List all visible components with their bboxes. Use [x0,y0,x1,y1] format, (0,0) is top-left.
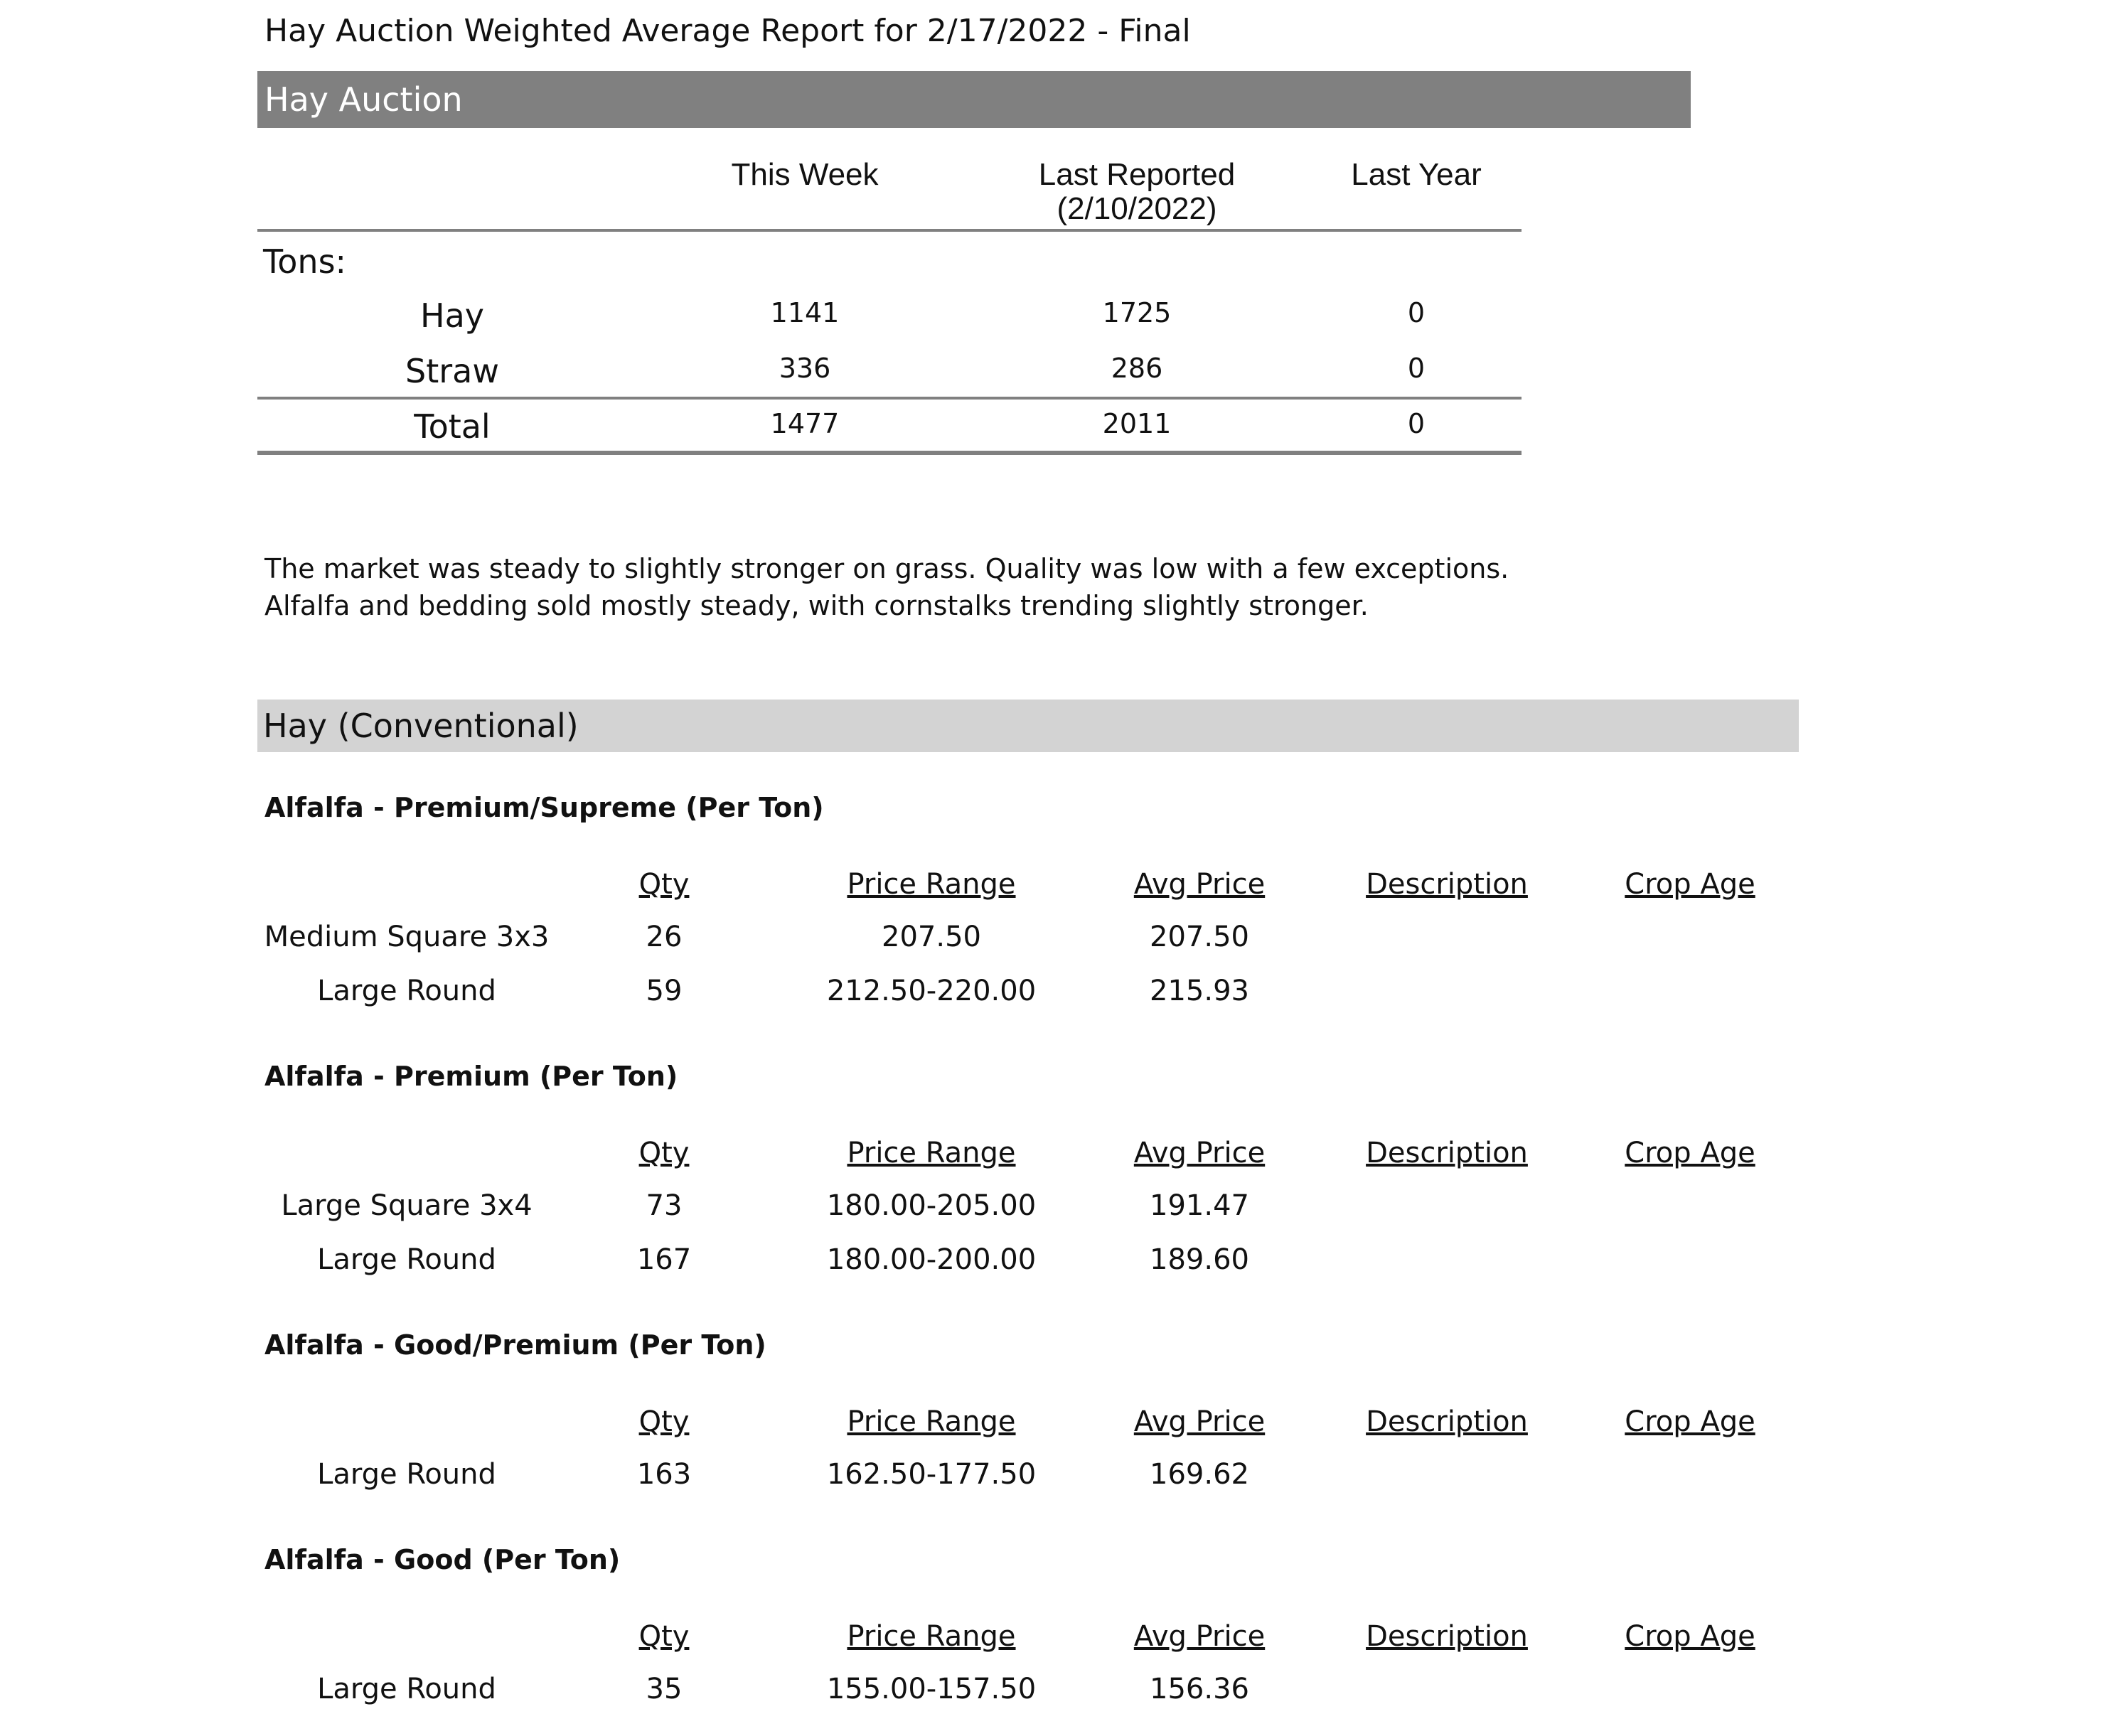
header-last-year: Last Year [1351,157,1482,192]
header-last-reported: Last Reported [1038,157,1236,192]
grade-title: Alfalfa - Premium (Per Ton) [264,1061,678,1092]
row-bale-type: Large Round [317,1243,496,1276]
row-bale-type: Medium Square 3x3 [264,921,550,953]
col-header-crop-age: Crop Age [1625,1620,1755,1653]
grade-title: Alfalfa - Premium/Supreme (Per Ton) [264,792,824,823]
row-bale-type: Large Round [317,1458,496,1491]
col-header-price-range: Price Range [847,1137,1016,1169]
straw-last-reported: 286 [1111,353,1163,384]
summary-bottom-rule [257,451,1522,455]
total-last-year: 0 [1407,408,1426,439]
hay-last-reported: 1725 [1102,297,1172,328]
col-header-qty: Qty [638,1137,690,1169]
row-avg-price: 169.62 [1150,1458,1249,1491]
col-header-description: Description [1366,1620,1528,1653]
row-price-range: 180.00-200.00 [826,1243,1037,1276]
col-header-avg-price: Avg Price [1133,1405,1266,1438]
col-header-price-range: Price Range [847,1405,1016,1438]
col-header-description: Description [1366,1405,1528,1438]
grade-title: Alfalfa - Good (Per Ton) [264,1544,621,1575]
total-last-reported: 2011 [1102,408,1172,439]
row-bale-type: Large Round [317,975,496,1007]
straw-last-year: 0 [1407,353,1426,384]
row-avg-price: 191.47 [1150,1189,1249,1222]
row-price-range: 212.50-220.00 [826,975,1037,1007]
row-qty: 163 [636,1458,692,1491]
hay-last-year: 0 [1407,297,1426,328]
row-price-range: 207.50 [882,921,981,953]
summary-section-title: Hay Auction [264,80,463,119]
conventional-section-title: Hay (Conventional) [263,707,579,745]
row-bale-type: Large Square 3x4 [281,1189,533,1222]
col-header-price-range: Price Range [847,868,1016,901]
row-price-range: 162.50-177.50 [826,1458,1037,1491]
row-avg-price: 156.36 [1150,1673,1249,1705]
hay-this-week: 1141 [770,297,840,328]
row-price-range: 180.00-205.00 [826,1189,1037,1222]
col-header-crop-age: Crop Age [1625,1137,1755,1169]
row-label-hay: Hay [419,296,484,335]
row-label-straw: Straw [405,352,499,390]
col-header-qty: Qty [638,868,690,901]
col-header-qty: Qty [638,1620,690,1653]
row-qty: 26 [646,921,683,953]
col-header-crop-age: Crop Age [1625,868,1755,901]
report-title: Hay Auction Weighted Average Report for 2/17/2022 - Final [264,13,1191,49]
straw-this-week: 336 [779,353,831,384]
col-header-price-range: Price Range [847,1620,1016,1653]
row-bale-type: Large Round [317,1673,496,1705]
row-qty: 35 [646,1673,683,1705]
col-header-description: Description [1366,1137,1528,1169]
row-avg-price: 215.93 [1150,975,1249,1007]
total-this-week: 1477 [770,408,840,439]
row-avg-price: 207.50 [1150,921,1249,953]
summary-section-header [257,71,1691,128]
grade-title: Alfalfa - Good/Premium (Per Ton) [264,1329,766,1361]
row-qty: 167 [636,1243,692,1276]
row-price-range: 155.00-157.50 [826,1673,1037,1705]
market-commentary: The market was steady to slightly stronger on grass. Quality was low with a few exceptions. Alfalfa and bedding sold mostly steady, with cornstalks trending slightly stronger. [264,553,1509,621]
col-header-description: Description [1366,868,1528,901]
header-last-reported-date: (2/10/2022) [1057,191,1217,226]
row-avg-price: 189.60 [1150,1243,1249,1276]
total-divider [257,397,1522,400]
conventional-section-header [257,700,1799,752]
col-header-avg-price: Avg Price [1133,868,1266,901]
col-header-qty: Qty [638,1405,690,1438]
col-header-crop-age: Crop Age [1625,1405,1755,1438]
header-this-week: This Week [731,157,879,192]
col-header-avg-price: Avg Price [1133,1137,1266,1169]
header-divider [257,229,1522,232]
row-label-total: Total [414,407,491,446]
row-qty: 73 [646,1189,683,1222]
col-header-avg-price: Avg Price [1133,1620,1266,1653]
row-qty: 59 [646,975,683,1007]
tons-label: Tons: [263,242,347,281]
